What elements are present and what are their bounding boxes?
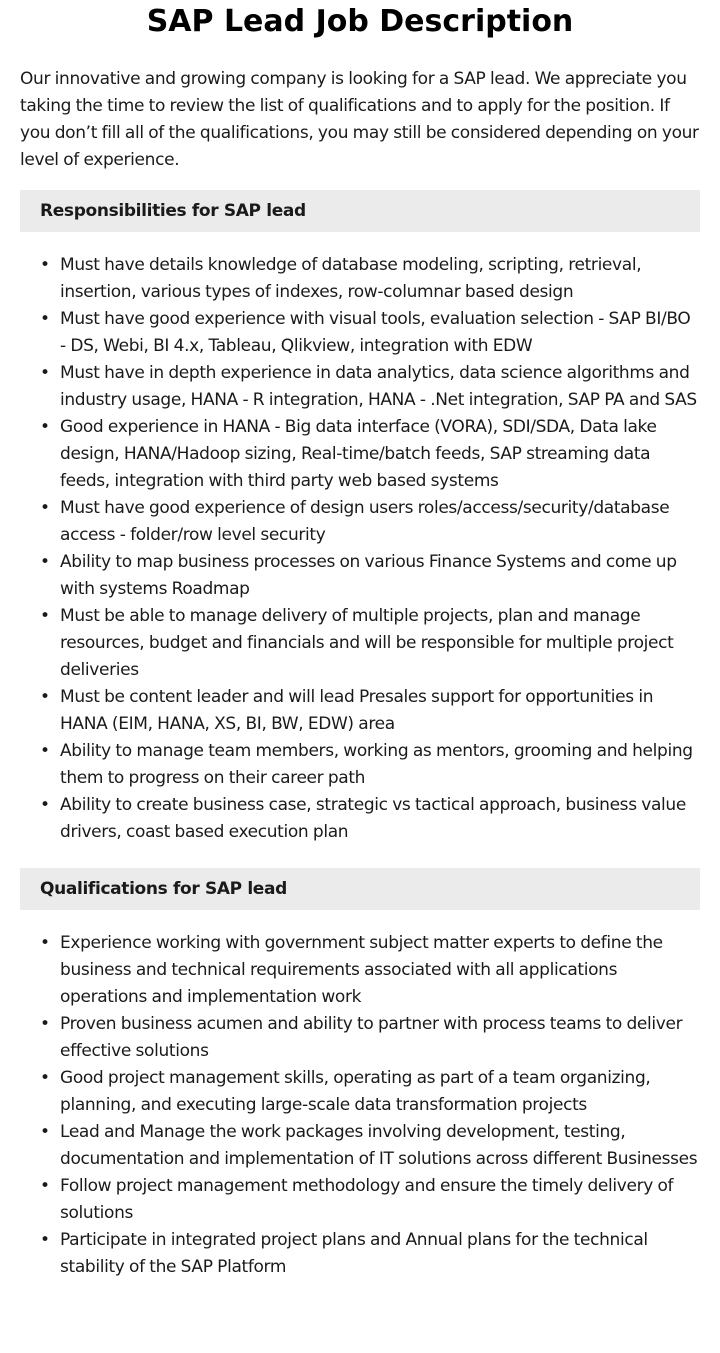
- list-item: [40, 1065, 700, 1119]
- list-item: [40, 603, 700, 684]
- bullet-icon: •: [40, 795, 50, 815]
- list-item-text: Ability to create business case, strategic vs tactical approach, business value drivers, coast based execution plan: [60, 795, 686, 842]
- bullet-icon: •: [40, 1176, 50, 1196]
- list-item: [40, 684, 700, 738]
- list-item: [40, 414, 700, 495]
- bullet-icon: •: [40, 417, 50, 437]
- bullet-icon: •: [40, 606, 50, 626]
- list-item-text: Participate in integrated project plans and Annual plans for the technical stability of the SAP Platform: [60, 1230, 648, 1277]
- list-item: [40, 930, 700, 1011]
- list-item: [40, 549, 700, 603]
- list-item: [40, 306, 700, 360]
- list-item-text: Good experience in HANA - Big data interface (VORA), SDI/SDA, Data lake design, HANA/Hadoop sizing, Real-time/batch feeds, SAP streaming data feeds, integration with third party web based systems: [60, 417, 657, 491]
- page-title: SAP Lead Job Description: [146, 4, 574, 39]
- bullet-icon: •: [40, 363, 50, 383]
- list-item-text: Lead and Manage the work packages involving development, testing, documentation and implementation of IT solutions across different Businesses: [60, 1122, 698, 1169]
- bullet-icon: •: [40, 552, 50, 572]
- list-item: [40, 495, 700, 549]
- list-item-text: Must be able to manage delivery of multiple projects, plan and manage resources, budget and financials and will be responsible for multiple project deliveries: [60, 606, 674, 680]
- list-item-text: Must have details knowledge of database modeling, scripting, retrieval, insertion, various types of indexes, row-columnar based design: [60, 255, 642, 302]
- list-item-text: Must have good experience of design users roles/access/security/database access - folder/row level security: [60, 498, 670, 545]
- list-item-text: Ability to manage team members, working as mentors, grooming and helping them to progress on their career path: [60, 741, 693, 788]
- list-item: [40, 360, 700, 414]
- list-item: [40, 1173, 700, 1227]
- bullet-icon: •: [40, 741, 50, 761]
- list-item-text: Ability to map business processes on various Finance Systems and come up with systems Roadmap: [60, 552, 677, 599]
- list-item-text: Must have good experience with visual tools, evaluation selection - SAP BI/BO - DS, Webi, BI 4.x, Tableau, Qlikview, integration with EDW: [60, 309, 691, 356]
- list-item: [40, 1119, 700, 1173]
- responsibilities-heading: Responsibilities for SAP lead: [20, 190, 700, 232]
- intro-paragraph: Our innovative and growing company is looking for a SAP lead. We appreciate you taking the time to review the list of qualifications and to apply for the position. If you don’t fill all of the qualifications, you may still be considered depending on your level of experience.: [20, 69, 699, 170]
- list-item: [40, 1011, 700, 1065]
- bullet-icon: •: [40, 255, 50, 275]
- list-item: [40, 1227, 700, 1281]
- bullet-icon: •: [40, 1068, 50, 1088]
- list-item: [40, 792, 700, 846]
- qualifications-list: [20, 930, 700, 1281]
- list-item-text: Experience working with government subject matter experts to define the business and technical requirements associated with all applications operations and implementation work: [60, 933, 663, 1007]
- bullet-icon: •: [40, 309, 50, 329]
- bullet-icon: •: [40, 1122, 50, 1142]
- list-item: [40, 738, 700, 792]
- bullet-icon: •: [40, 1014, 50, 1034]
- list-item-text: Follow project management methodology and ensure the timely delivery of solutions: [60, 1176, 674, 1223]
- list-item: [40, 252, 700, 306]
- bullet-icon: •: [40, 1230, 50, 1250]
- bullet-icon: •: [40, 687, 50, 707]
- list-item-text: Must have in depth experience in data analytics, data science algorithms and industry usage, HANA - R integration, HANA - .Net integration, SAP PA and SAS: [60, 363, 697, 410]
- list-item-text: Good project management skills, operating as part of a team organizing, planning, and executing large-scale data transformation projects: [60, 1068, 651, 1115]
- list-item-text: Proven business acumen and ability to partner with process teams to deliver effective solutions: [60, 1014, 683, 1061]
- qualifications-heading: Qualifications for SAP lead: [20, 868, 700, 910]
- list-item-text: Must be content leader and will lead Presales support for opportunities in HANA (EIM, HANA, XS, BI, BW, EDW) area: [60, 687, 654, 734]
- responsibilities-list: [20, 252, 700, 846]
- bullet-icon: •: [40, 933, 50, 953]
- bullet-icon: •: [40, 498, 50, 518]
